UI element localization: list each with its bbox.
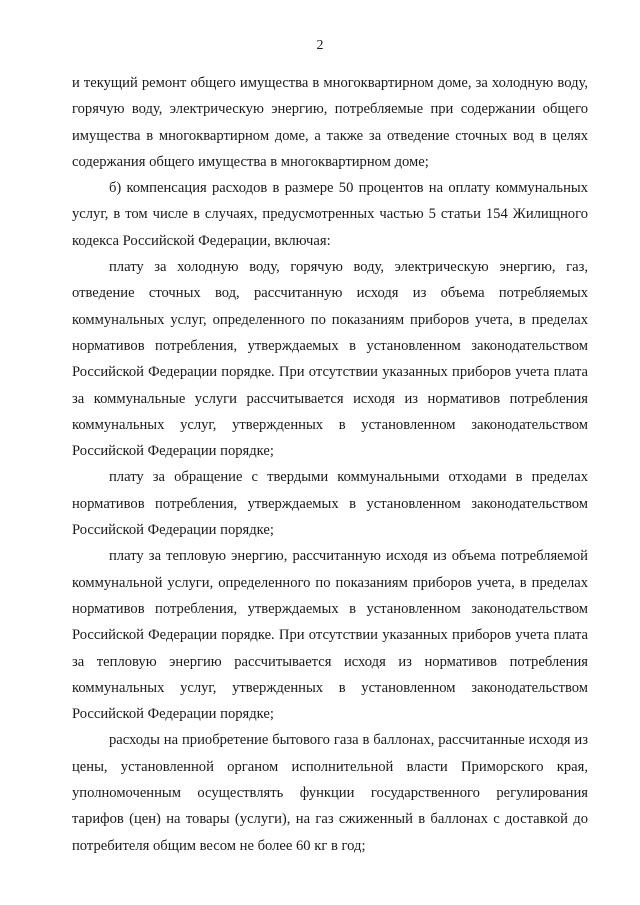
paragraph-gas-cylinders: расходы на приобретение бытового газа в баллонах, рассчитанные исходя из цены, установленной органом исполнительной власти Приморского края, уполномоченным осуществлять функции государственного регулирования тарифов (цен) на товары (услуги), на газ сжиженный в баллонах с доставкой до потребителя общим весом не более 60 кг в год; <box>72 732 588 854</box>
paragraph-continuation: и текущий ремонт общего имущества в многоквартирном доме, за холодную воду, горячую воду, электрическую энергию, потребляемые при содержании общего имущества в многоквартирном доме, а также за отведение сточных вод в целях содержания общего имущества в многоквартирном доме; <box>72 75 588 170</box>
page-number: 2 <box>316 38 324 53</box>
paragraph-waste-payment: плату за обращение с твердыми коммунальными отходами в пределах нормативов потребления, утверждаемых в установленном законодательством Российской Федерации порядке; <box>72 469 588 539</box>
paragraph-compensation: б) компенсация расходов в размере 50 процентов на оплату коммунальных услуг, в том числе в случаях, предусмотренных частью 5 статьи 154 Жилищного кодекса Российской Федерации, включая: <box>72 180 588 249</box>
paragraph-heat-payment: плату за тепловую энергию, рассчитанную исходя из объема потребляемой коммунальной услуги, определенного по показаниям приборов учета, в пределах нормативов потребления, утверждаемых в установленном законодательством Российской Федерации порядке. При отсутствии указанных приборов учета плата за тепловую энергию рассчитывается исходя из нормативов потребления коммунальных услуг, утвержденных в установленном законодательством Российской Федерации порядке; <box>72 548 588 723</box>
document-body <box>72 70 588 859</box>
paragraph-utilities-payment: плату за холодную воду, горячую воду, электрическую энергию, газ, отведение сточных вод, рассчитанную исходя из объема потребляемых коммунальных услуг, определенного по показаниям приборов учета, в пределах нормативов потребления, утверждаемых в установленном законодательством Российской Федерации порядке. При отсутствии указанных приборов учета плата за коммунальные услуги рассчитывается исходя из нормативов потребления коммунальных услуг, утвержденных в установленном законодательством Российской Федерации порядке; <box>72 259 588 460</box>
